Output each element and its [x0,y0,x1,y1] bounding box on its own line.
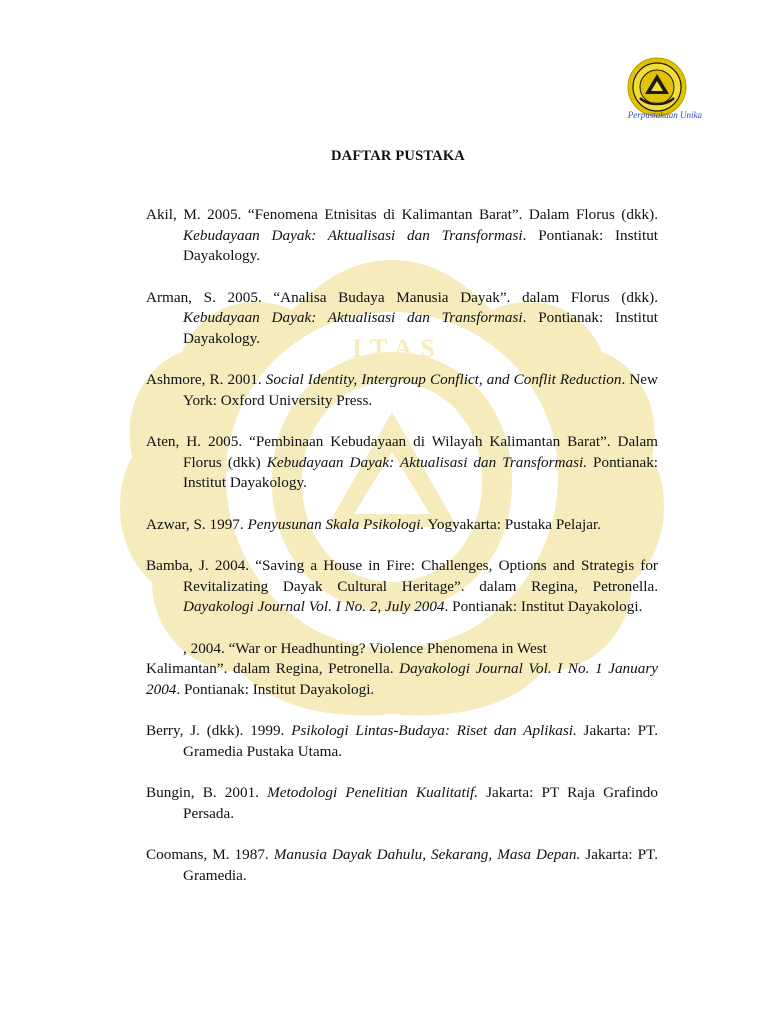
reference-item: Bamba, J. 2004. “Saving a House in Fire: Challenges, Options and Strategis for Revitalizating Dayak Cultural Heritage”. dalam Regina, Petronella. Dayakologi Journal Vol. I No. 2, July 2004. Pontianak: Institut Dayakologi. [146,557,658,615]
reference-item: Aten, H. 2005. “Pembinaan Kebudayaan di Wilayah Kalimantan Barat”. Dalam Florus (dkk) Kebudayaan Dayak: Aktualisasi dan Transformasi. Pontianak: Institut Dayakology. [146,433,659,491]
reference-item: Akil, M. 2005. “Fenomena Etnisitas di Kalimantan Barat”. Dalam Florus (dkk). Kebudayaan Dayak: Aktualisasi dan Transformasi. Pontianak: Institut Dayakology. [146,206,659,264]
svg-text:ITAS: ITAS [352,334,443,363]
reference-item-continuation: , 2004. “War or Headhunting? Violence Phenomena in West Kalimantan”. dalam Regina, Petronella. Dayakologi Journal Vol. I No. 1 January 2004. Pontianak: Institut Dayakologi. [146,639,658,698]
reference-item: Coomans, M. 1987. Manusia Dayak Dahulu, Sekarang, Masa Depan. Jakarta: PT. Gramedia. [146,846,658,884]
library-label: Perpustakaan Unika [627,110,702,120]
reference-item: Azwar, S. 1997. Penyusunan Skala Psikologi. Yogyakarta: Pustaka Pelajar. [146,515,601,533]
reference-item: Ashmore, R. 2001. Social Identity, Intergroup Conflict, and Conflit Reduction. New York: Oxford University Press. [146,371,658,409]
reference-list [146,205,658,907]
university-seal-logo [626,56,688,118]
reference-item: Berry, J. (dkk). 1999. Psikologi Lintas-Budaya: Riset dan Aplikasi. Jakarta: PT. Gramedia Pustaka Utama. [146,722,658,760]
page-title: DAFTAR PUSTAKA [331,148,465,164]
reference-item: Arman, S. 2005. “Analisa Budaya Manusia Dayak”. dalam Florus (dkk). Kebudayaan Dayak: Aktualisasi dan Transformasi. Pontianak: Institut Dayakology. [146,288,659,347]
reference-item: Bungin, B. 2001. Metodologi Penelitian Kualitatif. Jakarta: PT Raja Grafindo Persada. [146,784,658,822]
